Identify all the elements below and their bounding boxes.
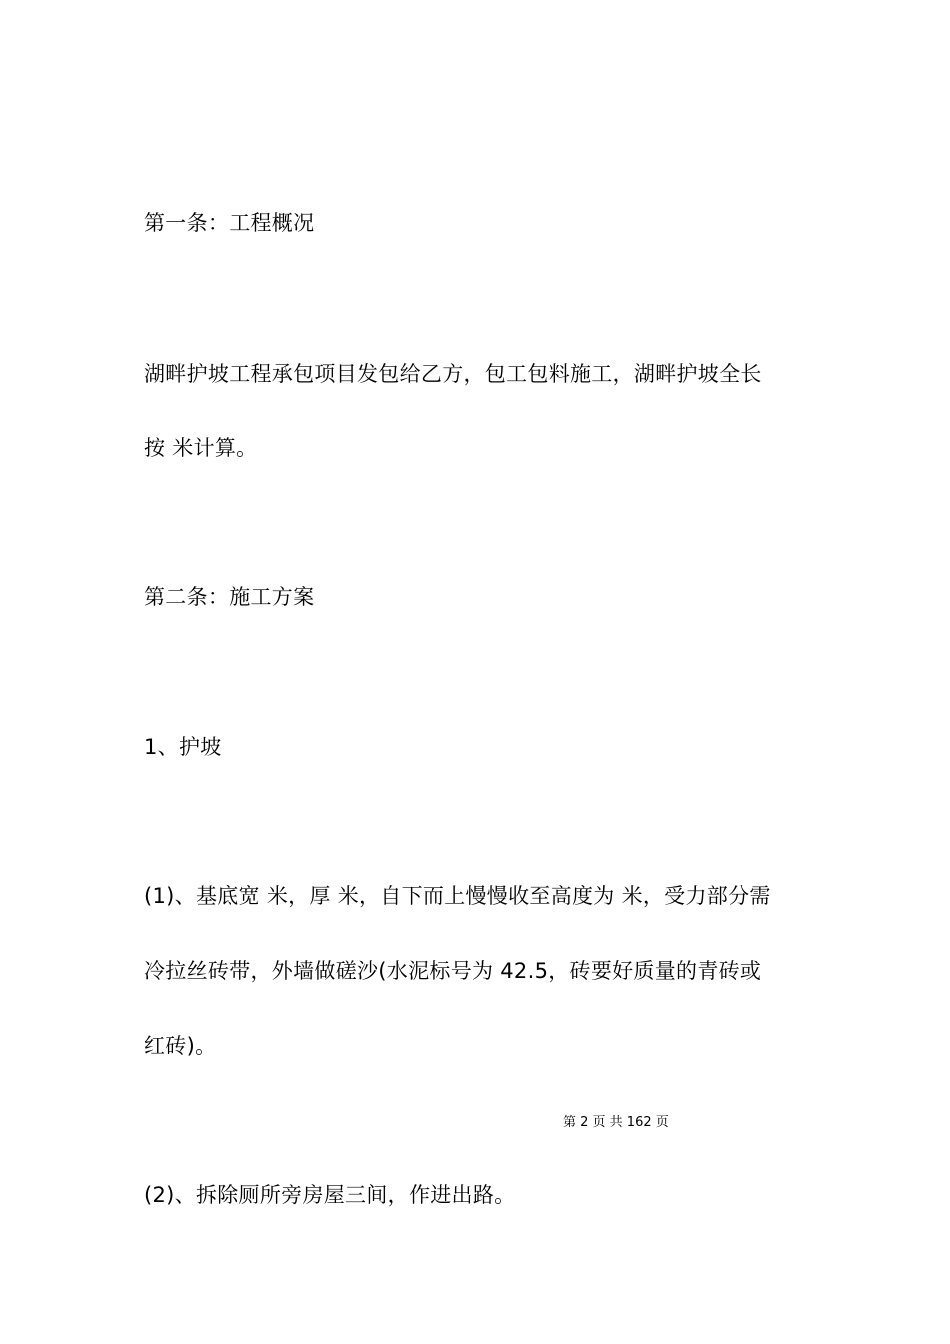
item-1-heading: 1、护坡 bbox=[144, 735, 222, 759]
page-number-footer: 第 2 页 共 162 页 bbox=[563, 1115, 669, 1130]
section-1-paragraph-line-2: 按 米计算。 bbox=[144, 436, 258, 460]
section-1-paragraph-line-1: 湖畔护坡工程承包项目发包给乙方，包工包料施工，湖畔护坡全长 bbox=[144, 362, 762, 386]
item-1-paragraph-line-2: 冷拉丝砖带，外墙做磋沙(水泥标号为 42.5，砖要好质量的青砖或 bbox=[144, 959, 762, 983]
section-2-heading: 第二条：施工方案 bbox=[144, 585, 315, 609]
section-1-heading: 第一条：工程概况 bbox=[144, 211, 315, 235]
item-1-paragraph-2: (2)、拆除厕所旁房屋三间，作进出路。 bbox=[144, 1183, 516, 1207]
item-1-paragraph-line-3: 红砖)。 bbox=[144, 1034, 217, 1058]
item-1-paragraph-line-1: (1)、基底宽 米，厚 米，自下而上慢慢收至高度为 米，受力部分需 bbox=[144, 884, 771, 908]
